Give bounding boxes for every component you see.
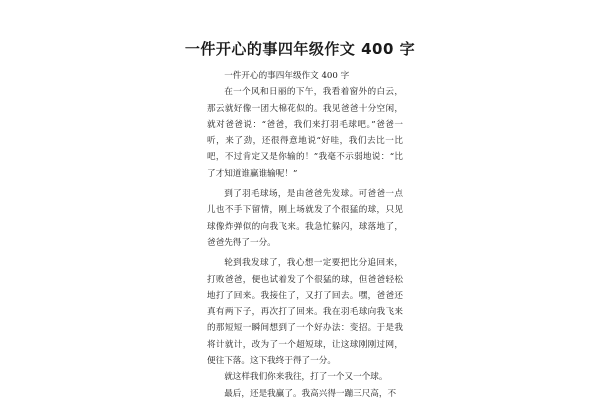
document-subtitle: 一件开心的事四年级作文 400 字 [224, 71, 350, 81]
document-body [207, 68, 403, 402]
paragraph: 就这样我们你来我往，打了一个又一个球。 [224, 372, 388, 383]
paragraph: 到了羽毛球场，是由爸爸先发球。可爸爸一点儿也不手下留情，刚上场就发了个很猛的球，只见球像炸弹似的向我飞来。我急忙躲闪，球落地了，爸爸先得了一分。 [207, 189, 403, 248]
paragraph: 最后，还是我赢了。我高兴得一蹦三尺高，不 [224, 388, 397, 399]
paragraph: 轮到我发球了，我心想一定要把比分追回来，打败爸爸，便也试着发了个很猛的球，但爸爸轻松地打了回来。我接住了，又打了回去。嘿，爸爸还真有两下子，再次打了回来。我在羽毛球向我飞来的那短短一瞬间想到了一个好办法：变招。于是我将计就计，改为了一个超短球，让这球刚刚过网，便往下落。这下我终于得了一分。 [207, 258, 403, 367]
page-title: 一件开心的事四年级作文 400 字 [184, 40, 416, 58]
paragraph: 在一个风和日丽的下午，我看着窗外的白云，那云就好像一团大棉花似的。我见爸爸十分空闲，就对爸爸说：“爸爸，我们来打羽毛球吧。”爸爸一听，来了劲，还很得意地说“好哇，我们去比一比吧，不过肯定又是你输的！”我毫不示弱地说：“比了才知道谁赢谁输呢！” [207, 87, 403, 179]
